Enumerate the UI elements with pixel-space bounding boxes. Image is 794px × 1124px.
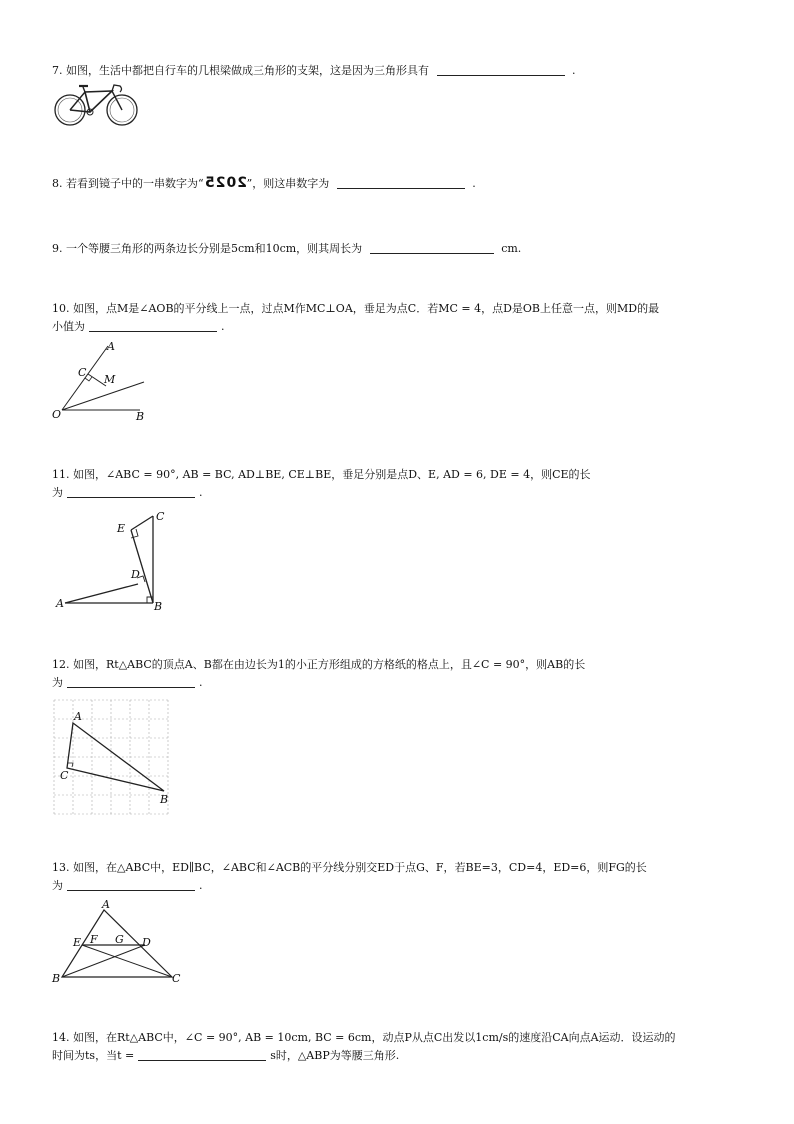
question-13 xyxy=(52,859,744,895)
q13-label-c: C xyxy=(172,972,181,985)
q14-text-2: 时间为ts，当t = xyxy=(52,1049,135,1062)
q7-text: 如图，生活中都把自行车的几根梁做成三角形的支架，这是因为三角形具有 xyxy=(66,64,429,77)
q9-unit: cm. xyxy=(501,242,522,255)
q11-triangle-figure xyxy=(55,508,175,616)
q10-line-1 xyxy=(52,300,744,318)
question-9 xyxy=(52,240,744,258)
q13-triangle-figure xyxy=(52,900,192,990)
q13-text: 如图，在△ABC中，ED∥BC，∠ABC和∠ACB的平分线分别交ED于点G、F，若BE=3，CD=4，ED=6，则FG的长 xyxy=(73,861,647,874)
q14-line-1 xyxy=(52,1029,744,1047)
q8-end: . xyxy=(472,177,476,190)
question-8 xyxy=(52,174,744,193)
q12-label-c: C xyxy=(60,769,69,782)
q9-number: 9. xyxy=(52,242,63,255)
q10-number: 10. xyxy=(52,302,70,315)
q12-text: 如图，Rt△ABC的顶点A、B都在由边长为1的小正方形组成的方格纸的格点上，且∠C = 90°，则AB的长 xyxy=(73,658,586,671)
q14-number: 14. xyxy=(52,1031,70,1044)
q13-answer-blank[interactable] xyxy=(67,878,195,891)
q10-text: 如图，点M是∠AOB的平分线上一点，过点M作MC⊥OA，垂足为点C．若MC = 4，点D是OB上任意一点，则MD的最 xyxy=(73,302,660,315)
q8-answer-blank[interactable] xyxy=(337,176,465,189)
q10-label-c: C xyxy=(78,366,87,379)
q13-label-f: F xyxy=(90,933,98,946)
q13-label-e: E xyxy=(73,936,82,949)
q10-line-2 xyxy=(52,318,744,336)
q7-number: 7. xyxy=(52,64,63,77)
q12-label-a: A xyxy=(74,710,82,723)
q10-label-a: A xyxy=(107,340,115,353)
q12-label-b: B xyxy=(160,793,169,806)
q8-number: 8. xyxy=(52,177,63,190)
q11-label-b: B xyxy=(154,600,163,613)
q13-end: . xyxy=(199,879,203,892)
question-11 xyxy=(52,466,744,502)
q12-number: 12. xyxy=(52,658,70,671)
q7-answer-blank[interactable] xyxy=(437,63,565,76)
q10-label-m: M xyxy=(104,373,116,386)
q13-label-d: D xyxy=(142,936,151,949)
q11-answer-blank[interactable] xyxy=(67,485,195,498)
q10-answer-blank[interactable] xyxy=(89,319,217,332)
q14-text: 如图，在Rt△ABC中，∠C = 90°, AB = 10cm, BC = 6cm，动点P从点C出发以1cm/s的速度沿CA向点A运动．设运动的 xyxy=(73,1031,676,1044)
q10-label-b: B xyxy=(136,410,145,423)
q11-label-e: E xyxy=(117,522,126,535)
q14-line-2 xyxy=(52,1047,744,1065)
q11-text: 如图，∠ABC = 90°, AB = BC, AD⊥BE, CE⊥BE，垂足分别是点D、E, AD = 6, DE = 4，则CE的长 xyxy=(73,468,591,481)
q10-angle-figure xyxy=(50,340,150,422)
q12-line-2 xyxy=(52,674,744,692)
bicycle-figure xyxy=(52,82,142,128)
q12-grid xyxy=(54,700,168,814)
question-14 xyxy=(52,1029,744,1065)
q10-label-o: O xyxy=(52,408,62,421)
q13-label-g: G xyxy=(115,933,124,946)
q8-text-before: 若看到镜子中的一串数字为“ xyxy=(66,177,204,190)
q13-text-2: 为 xyxy=(52,879,63,892)
q11-label-c: C xyxy=(156,510,165,523)
q9-answer-blank[interactable] xyxy=(370,241,494,254)
q11-text-2: 为 xyxy=(52,486,63,499)
question-7 xyxy=(52,62,744,80)
q13-number: 13. xyxy=(52,861,70,874)
q7-end: . xyxy=(572,64,576,77)
q11-line-2 xyxy=(52,484,744,502)
q12-grid-figure xyxy=(54,700,174,815)
q10-end: . xyxy=(221,320,225,333)
q11-label-a: A xyxy=(56,597,64,610)
question-10 xyxy=(52,300,744,336)
q8-text-after: ”，则这串数字为 xyxy=(246,177,330,190)
q9-text: 一个等腰三角形的两条边长分别是5cm和10cm，则其周长为 xyxy=(66,242,363,255)
q11-end: . xyxy=(199,486,203,499)
q12-answer-blank[interactable] xyxy=(67,675,195,688)
q13-line-1 xyxy=(52,859,744,877)
question-12 xyxy=(52,656,744,692)
q11-line-1 xyxy=(52,466,744,484)
q14-answer-blank[interactable] xyxy=(138,1048,266,1061)
q8-mirrored-number: 2025 xyxy=(203,175,247,191)
q14-text-3: s时，△ABP为等腰三角形. xyxy=(270,1049,400,1062)
q11-label-d: D xyxy=(131,568,140,581)
q13-label-a: A xyxy=(102,898,110,911)
q13-label-b: B xyxy=(52,972,61,985)
q12-end: . xyxy=(199,676,203,689)
q13-line-2 xyxy=(52,877,744,895)
q12-text-2: 为 xyxy=(52,676,63,689)
q10-text-2: 小值为 xyxy=(52,320,85,333)
q11-number: 11. xyxy=(52,468,70,481)
q12-line-1 xyxy=(52,656,744,674)
